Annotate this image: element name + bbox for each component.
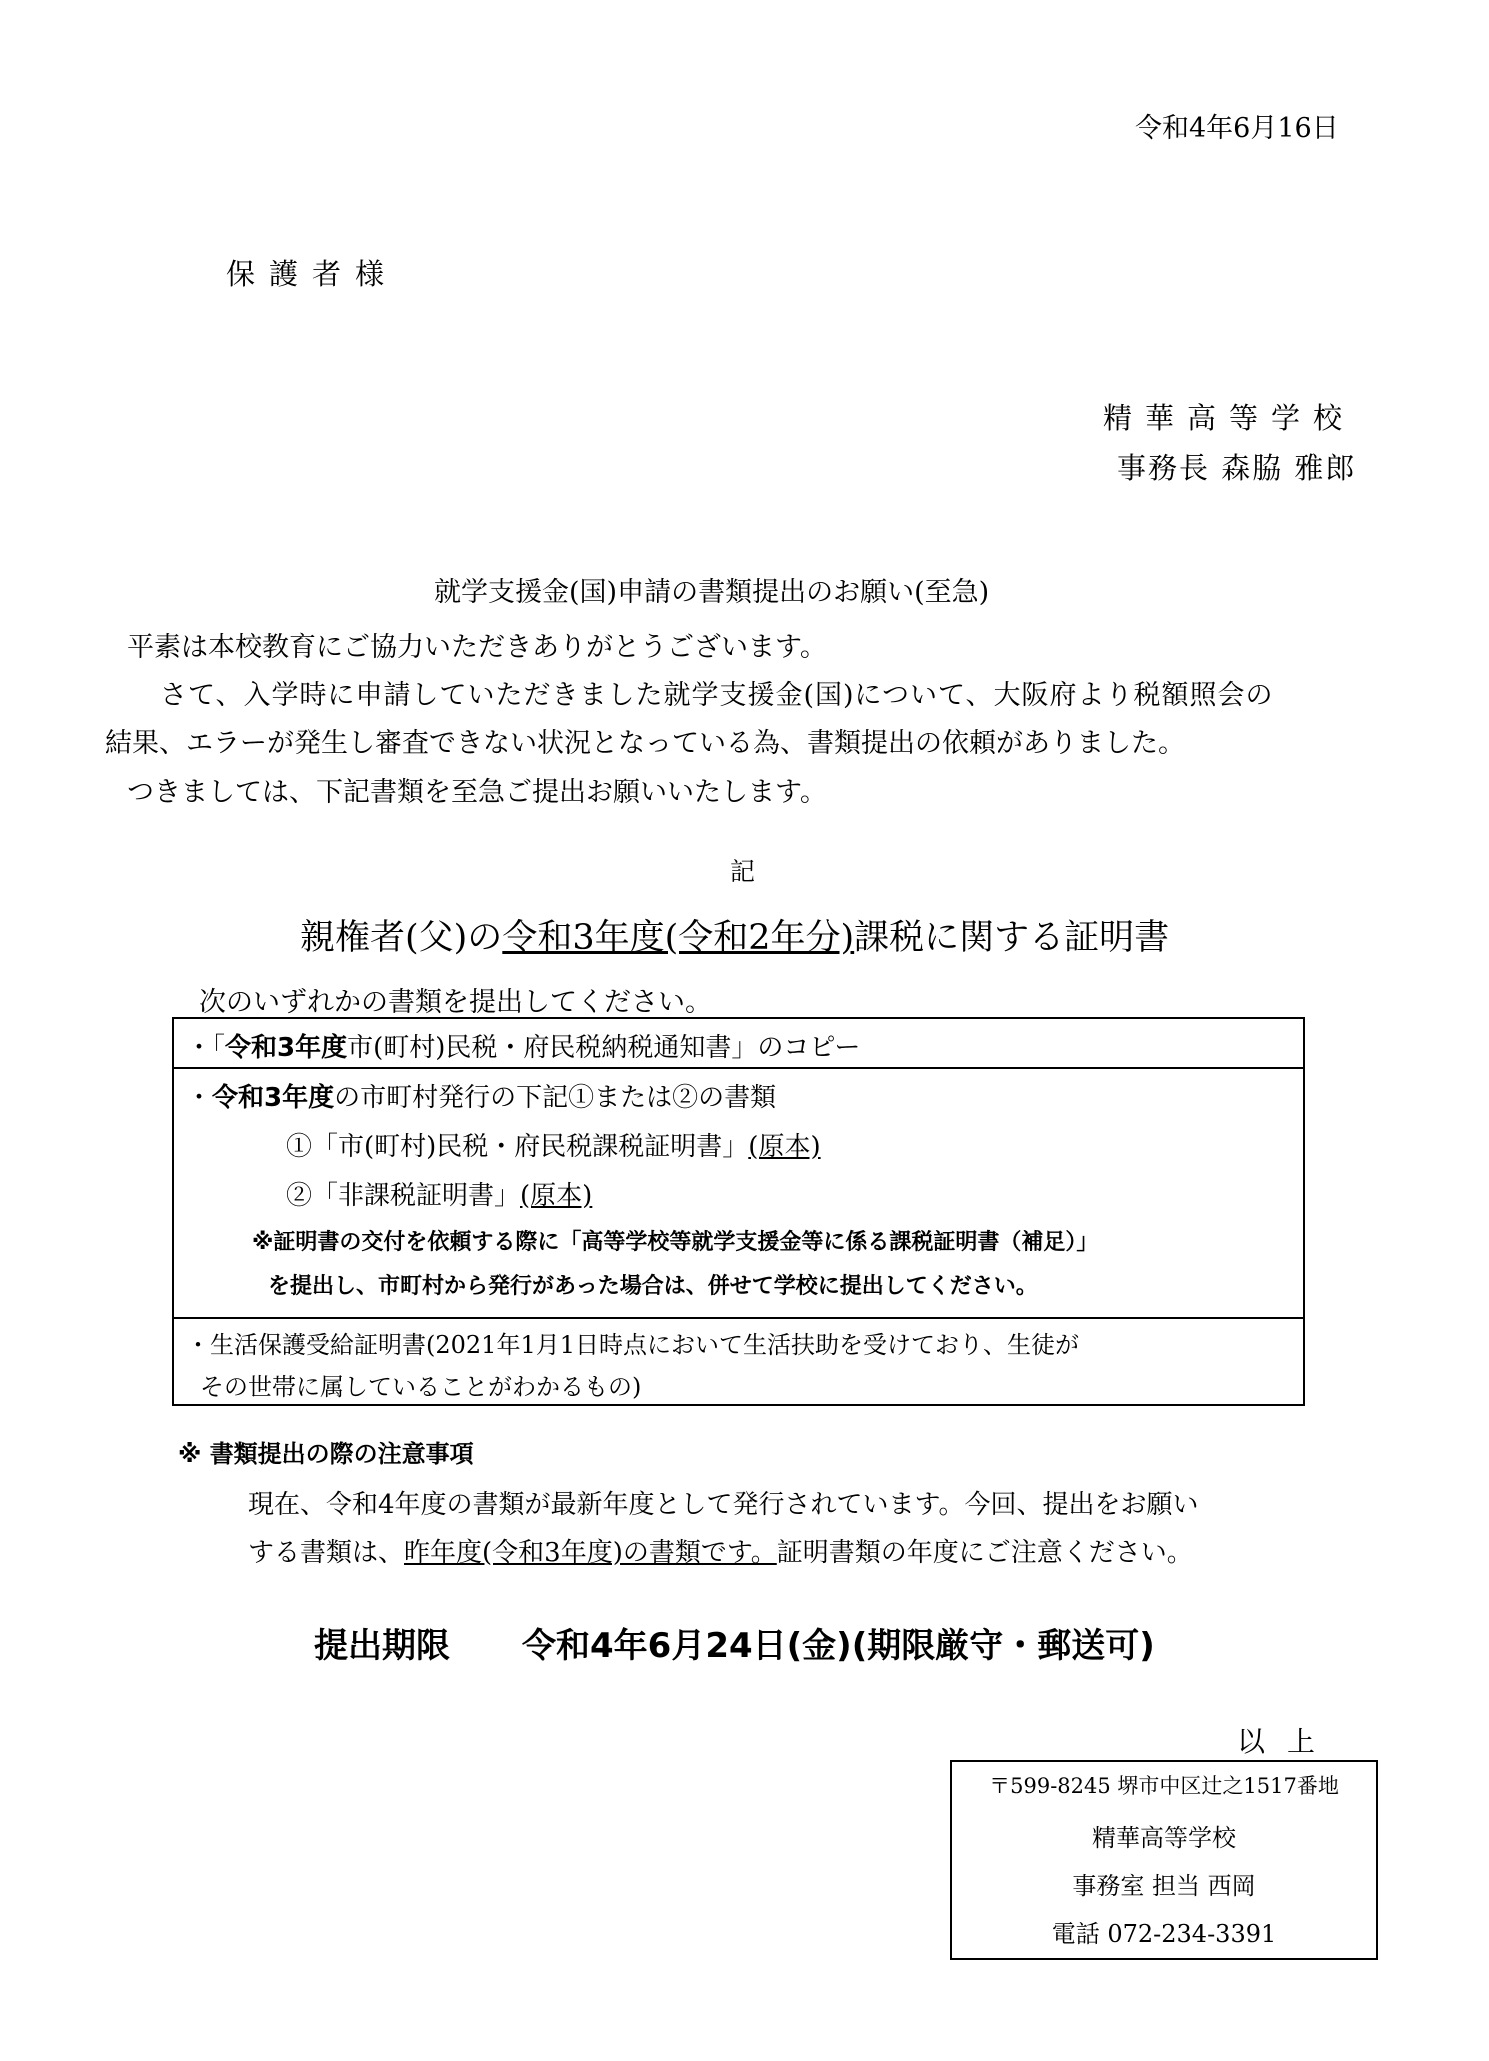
contact-school: 精華高等学校 bbox=[1092, 1824, 1236, 1852]
deadline-value: 令和4年6月24日(金)(期限厳守・郵送可) bbox=[522, 1626, 1155, 1666]
caution-line-1: 現在、令和4年度の書類が最新年度として発行されています。今回、提出をお願い bbox=[248, 1490, 1199, 1520]
documents-box bbox=[172, 1017, 1305, 1406]
option-2-item-2: ②「非課税証明書」(原本) bbox=[286, 1181, 593, 1211]
caution-line-2: する書類は、昨年度(令和3年度)の書類です。証明書類の年度にご注意ください。 bbox=[248, 1538, 1193, 1568]
contact-person: 事務室 担当 西岡 bbox=[1072, 1872, 1256, 1900]
sender-school: 精華高等学校 bbox=[1103, 401, 1356, 435]
option-3-line-2: その世帯に属していることがわかるもの) bbox=[200, 1373, 642, 1401]
option-2-note-2: を提出し、市町村から発行があった場合は、併せて学校に提出してください。 bbox=[268, 1274, 1038, 1299]
option-2-text: ・令和3年度の市町村発行の下記①または②の書類 bbox=[186, 1083, 777, 1113]
sender-title-name: 事務長 森脇 雅郎 bbox=[1117, 451, 1357, 485]
body-line-3: 結果、エラーが発生し審査できない状況となっている為、書類提出の依頼がありました。 bbox=[105, 728, 1185, 759]
option-1-text: ・「令和3年度市(町村)民税・府民税納税通知書」のコピー bbox=[186, 1033, 861, 1063]
option-2-item-1: ①「市(町村)民税・府民税課税証明書」(原本) bbox=[286, 1132, 821, 1162]
letter-subject: 就学支援金(国)申請の書類提出のお願い(至急) bbox=[434, 577, 990, 608]
submission-deadline bbox=[314, 1618, 1155, 1667]
deadline-label: 提出期限 bbox=[314, 1626, 450, 1666]
option-2-note-1: ※証明書の交付を依頼する際に「高等学校等就学支援金等に係る課税証明書（補足）」 bbox=[252, 1230, 1099, 1255]
body-line-4: つきましては、下記書類を至急ご提出お願いいたします。 bbox=[127, 777, 827, 808]
ki-mark: 記 bbox=[730, 857, 756, 886]
document-option-3 bbox=[174, 1319, 1303, 1406]
body-line-2: さて、入学時に申請していただきました就学支援金(国)について、大阪府より税額照会の bbox=[160, 680, 1274, 711]
contact-box bbox=[950, 1760, 1378, 1960]
contact-phone: 電話 072-234-3391 bbox=[1051, 1920, 1277, 1948]
letter-date: 令和4年6月16日 bbox=[1135, 113, 1339, 144]
document-option-1 bbox=[174, 1019, 1303, 1069]
recipient: 保護者様 bbox=[226, 257, 399, 291]
caution-title: ※ 書類提出の際の注意事項 bbox=[178, 1440, 474, 1468]
heading-year: 令和3年度(令和2年分) bbox=[502, 918, 855, 958]
instruction: 次のいずれかの書類を提出してください。 bbox=[199, 987, 712, 1018]
certificate-heading bbox=[300, 910, 1169, 960]
option-3-line-1: ・生活保護受給証明書(2021年1月1日時点において生活扶助を受けており、生徒が bbox=[186, 1331, 1079, 1359]
heading-post: 課税に関する証明書 bbox=[854, 918, 1170, 958]
document-option-2 bbox=[174, 1069, 1303, 1319]
contact-address: 〒599-8245 堺市中区辻之1517番地 bbox=[989, 1774, 1339, 1798]
body-line-1: 平素は本校教育にご協力いただきありがとうございます。 bbox=[127, 632, 827, 663]
heading-pre: 親権者(父)の bbox=[300, 918, 503, 958]
closing-mark: 以上 bbox=[1237, 1725, 1338, 1758]
